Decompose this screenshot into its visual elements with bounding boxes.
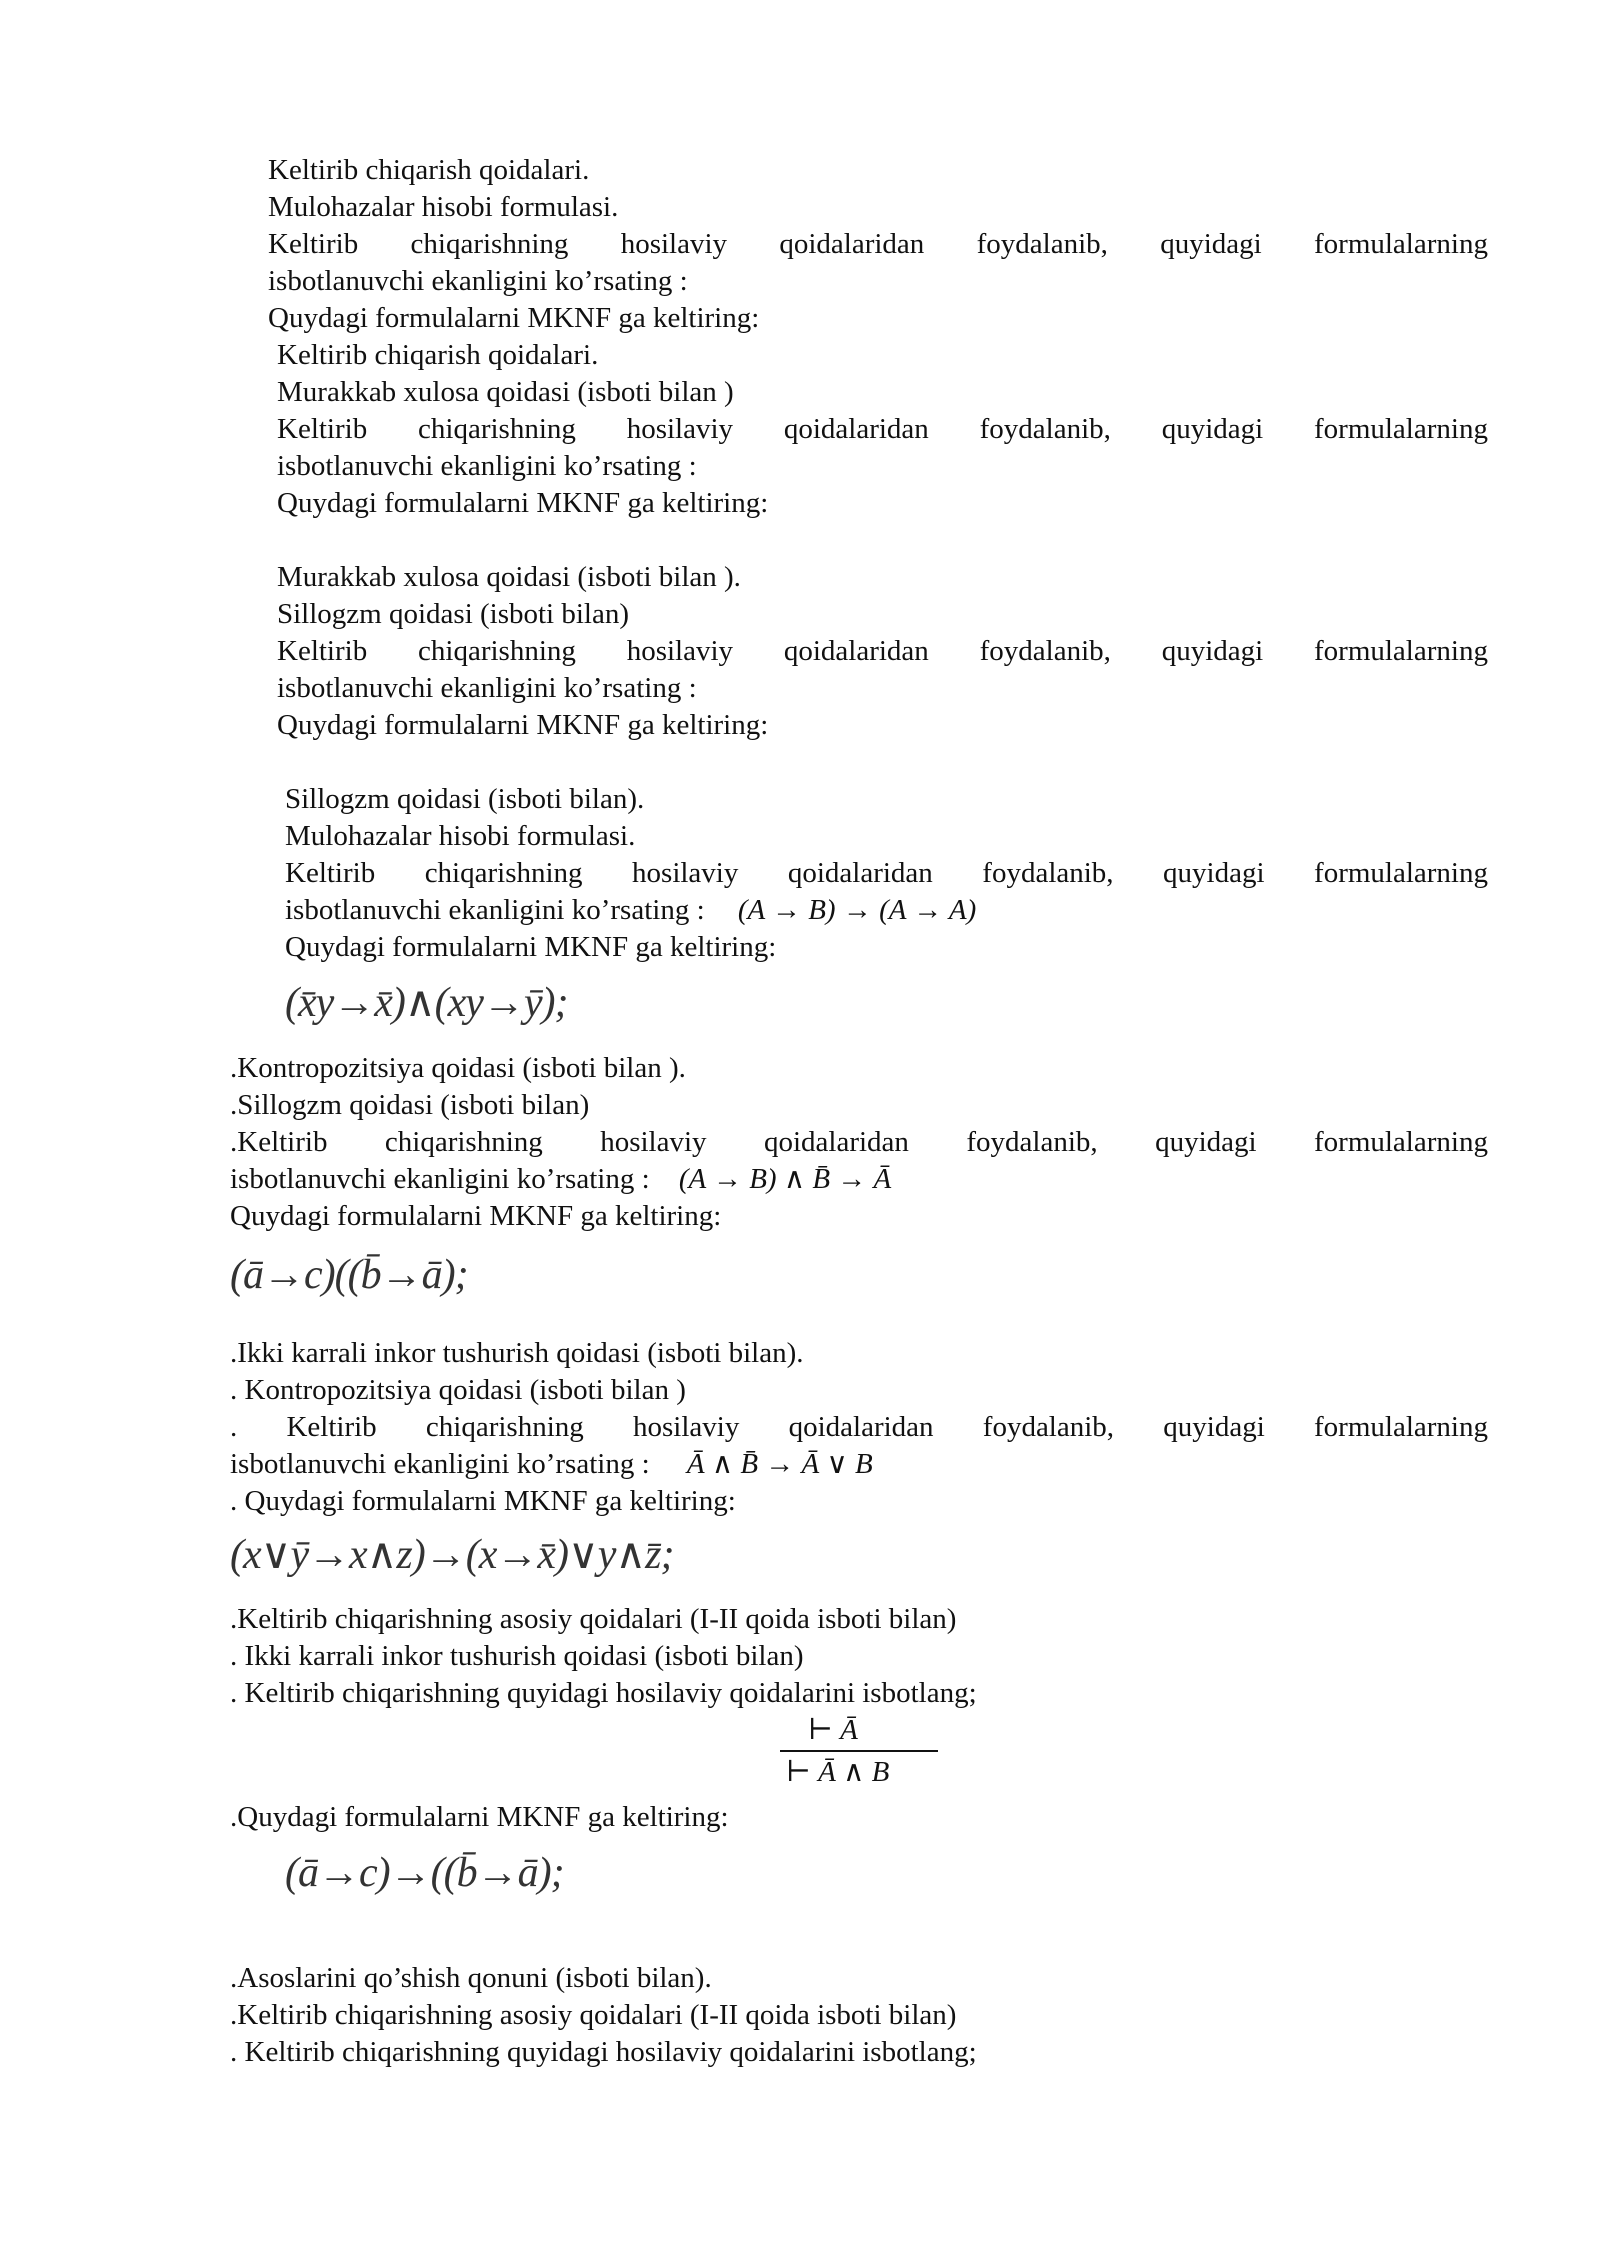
text-line: .Quydagi formulalarni MKNF ga keltiring:: [230, 1801, 729, 1833]
word: quyidagi: [1160, 228, 1262, 260]
inline-formula: (A → B) → (A → A): [737, 894, 977, 926]
text-line: Mulohazalar hisobi formulasi.: [268, 191, 619, 223]
inference-rule: [780, 1712, 940, 1792]
word: Keltirib: [286, 1411, 377, 1443]
word: quyidagi: [1163, 857, 1265, 889]
word: foydalanib,: [979, 635, 1111, 667]
justified-line: [230, 1409, 1488, 1446]
formula-image: (x̄y→x̄)∧(xy→ȳ);: [285, 980, 568, 1026]
word: qoidalaridan: [763, 1126, 909, 1158]
text-segment: isbotlanuvchi ekanligini ko’rsating :: [230, 1163, 650, 1195]
word: qoidalaridan: [779, 228, 925, 260]
word: hosilaviy: [626, 413, 734, 445]
text-line: . Ikki karrali inkor tushurish qoidasi (isboti bilan): [230, 1640, 804, 1672]
text-segment: isbotlanuvchi ekanligini ko’rsating :: [285, 894, 705, 926]
justified-line: [277, 633, 1488, 670]
justified-line: [285, 855, 1488, 892]
text-line: Quydagi formulalarni MKNF ga keltiring:: [277, 709, 769, 741]
text-line: Mulohazalar hisobi formulasi.: [285, 820, 636, 852]
word: .: [230, 1411, 238, 1443]
justified-line: [230, 1124, 1488, 1161]
text-line: Quydagi formulalarni MKNF ga keltiring:: [285, 931, 777, 963]
text-line: [285, 892, 976, 929]
text-line: isbotlanuvchi ekanligini ko’rsating :: [277, 672, 697, 704]
word: .Keltirib: [230, 1126, 328, 1158]
word: hosilaviy: [600, 1126, 707, 1158]
word: hosilaviy: [620, 228, 728, 260]
word: hosilaviy: [632, 857, 739, 889]
word: chiqarishning: [424, 857, 583, 889]
text-line: isbotlanuvchi ekanligini ko’rsating :: [277, 450, 697, 482]
word: hosilaviy: [626, 635, 734, 667]
inline-formula: (A → B) ∧ B̄ → Ā: [678, 1163, 892, 1195]
text-line: Murakkab xulosa qoidasi (isboti bilan ).: [277, 561, 741, 593]
text-line: .Sillogzm qoidasi (isboti bilan): [230, 1089, 590, 1121]
word: hosilaviy: [633, 1411, 740, 1443]
word: formulalarning: [1314, 228, 1488, 260]
text-line: Keltirib chiqarish qoidalari.: [268, 154, 590, 186]
word: qoidalaridan: [788, 1411, 934, 1443]
word: foydalanib,: [966, 1126, 1098, 1158]
word: qoidalaridan: [787, 857, 933, 889]
text-line: . Keltirib chiqarishning quyidagi hosilaviy qoidalarini isbotlang;: [230, 1677, 977, 1709]
text-line: .Ikki karrali inkor tushurish qoidasi (isboti bilan).: [230, 1337, 804, 1369]
word: chiqarishning: [418, 413, 576, 445]
text-line: . Keltirib chiqarishning quyidagi hosilaviy qoidalarini isbotlang;: [230, 2036, 977, 2068]
word: formulalarning: [1314, 1126, 1488, 1158]
word: foydalanib,: [982, 1411, 1115, 1443]
formula-image: (ā→c)→((b̄→ā);: [285, 1850, 564, 1896]
word: chiqarishning: [410, 228, 569, 260]
text-line: [230, 1161, 891, 1198]
word: Keltirib: [277, 635, 368, 667]
text-line: Keltirib chiqarish qoidalari.: [277, 339, 599, 371]
word: formulalarning: [1314, 635, 1488, 667]
word: Keltirib: [285, 857, 376, 889]
text-line: .Keltirib chiqarishning asosiy qoidalari (I-II qoida isboti bilan): [230, 1999, 957, 2031]
word: formulalarning: [1314, 413, 1488, 445]
text-line: Murakkab xulosa qoidasi (isboti bilan ): [277, 376, 734, 408]
word: formulalarning: [1314, 1411, 1488, 1443]
formula-image: (x∨ȳ→x∧z)→(x→x̄)∨y∧z̄;: [230, 1532, 674, 1578]
rule-premise: ⊢ Ā: [808, 1714, 858, 1746]
text-line: Quydagi formulalarni MKNF ga keltiring:: [230, 1200, 722, 1232]
word: quyidagi: [1155, 1126, 1257, 1158]
text-line: [230, 1446, 873, 1483]
word: chiqarishning: [384, 1126, 543, 1158]
justified-line: [277, 411, 1488, 448]
justified-line: [268, 226, 1488, 263]
text-segment: isbotlanuvchi ekanligini ko’rsating :: [230, 1448, 650, 1480]
text-line: . Quydagi formulalarni MKNF ga keltiring:: [230, 1485, 736, 1517]
word: quyidagi: [1161, 635, 1264, 667]
word: qoidalaridan: [783, 413, 929, 445]
rule-conclusion: ⊢ Ā ∧ B: [786, 1756, 890, 1788]
word: foydalanib,: [976, 228, 1108, 260]
rule-line: [780, 1750, 938, 1752]
text-line: Sillogzm qoidasi (isboti bilan).: [285, 783, 645, 815]
text-line: . Kontropozitsiya qoidasi (isboti bilan ): [230, 1374, 686, 1406]
text-line: isbotlanuvchi ekanligini ko’rsating :: [268, 265, 688, 297]
word: qoidalaridan: [783, 635, 929, 667]
word: quyidagi: [1161, 413, 1264, 445]
word: foydalanib,: [979, 413, 1111, 445]
word: quyidagi: [1163, 1411, 1265, 1443]
text-line: .Keltirib chiqarishning asosiy qoidalari (I-II qoida isboti bilan): [230, 1603, 957, 1635]
text-line: Quydagi formulalarni MKNF ga keltiring:: [268, 302, 760, 334]
word: Keltirib: [268, 228, 359, 260]
word: chiqarishning: [425, 1411, 584, 1443]
word: formulalarning: [1314, 857, 1488, 889]
word: Keltirib: [277, 413, 368, 445]
text-line: .Asoslarini qo’shish qonuni (isboti bilan).: [230, 1962, 712, 1994]
formula-image: (ā→c)((b̄→ā);: [230, 1252, 468, 1298]
text-line: .Kontropozitsiya qoidasi (isboti bilan ).: [230, 1052, 686, 1084]
word: foydalanib,: [982, 857, 1114, 889]
word: chiqarishning: [418, 635, 576, 667]
text-line: Quydagi formulalarni MKNF ga keltiring:: [277, 487, 769, 519]
inline-formula: Ā ∧ B̄ → Ā ∨ B: [686, 1448, 873, 1480]
text-line: Sillogzm qoidasi (isboti bilan): [277, 598, 630, 630]
